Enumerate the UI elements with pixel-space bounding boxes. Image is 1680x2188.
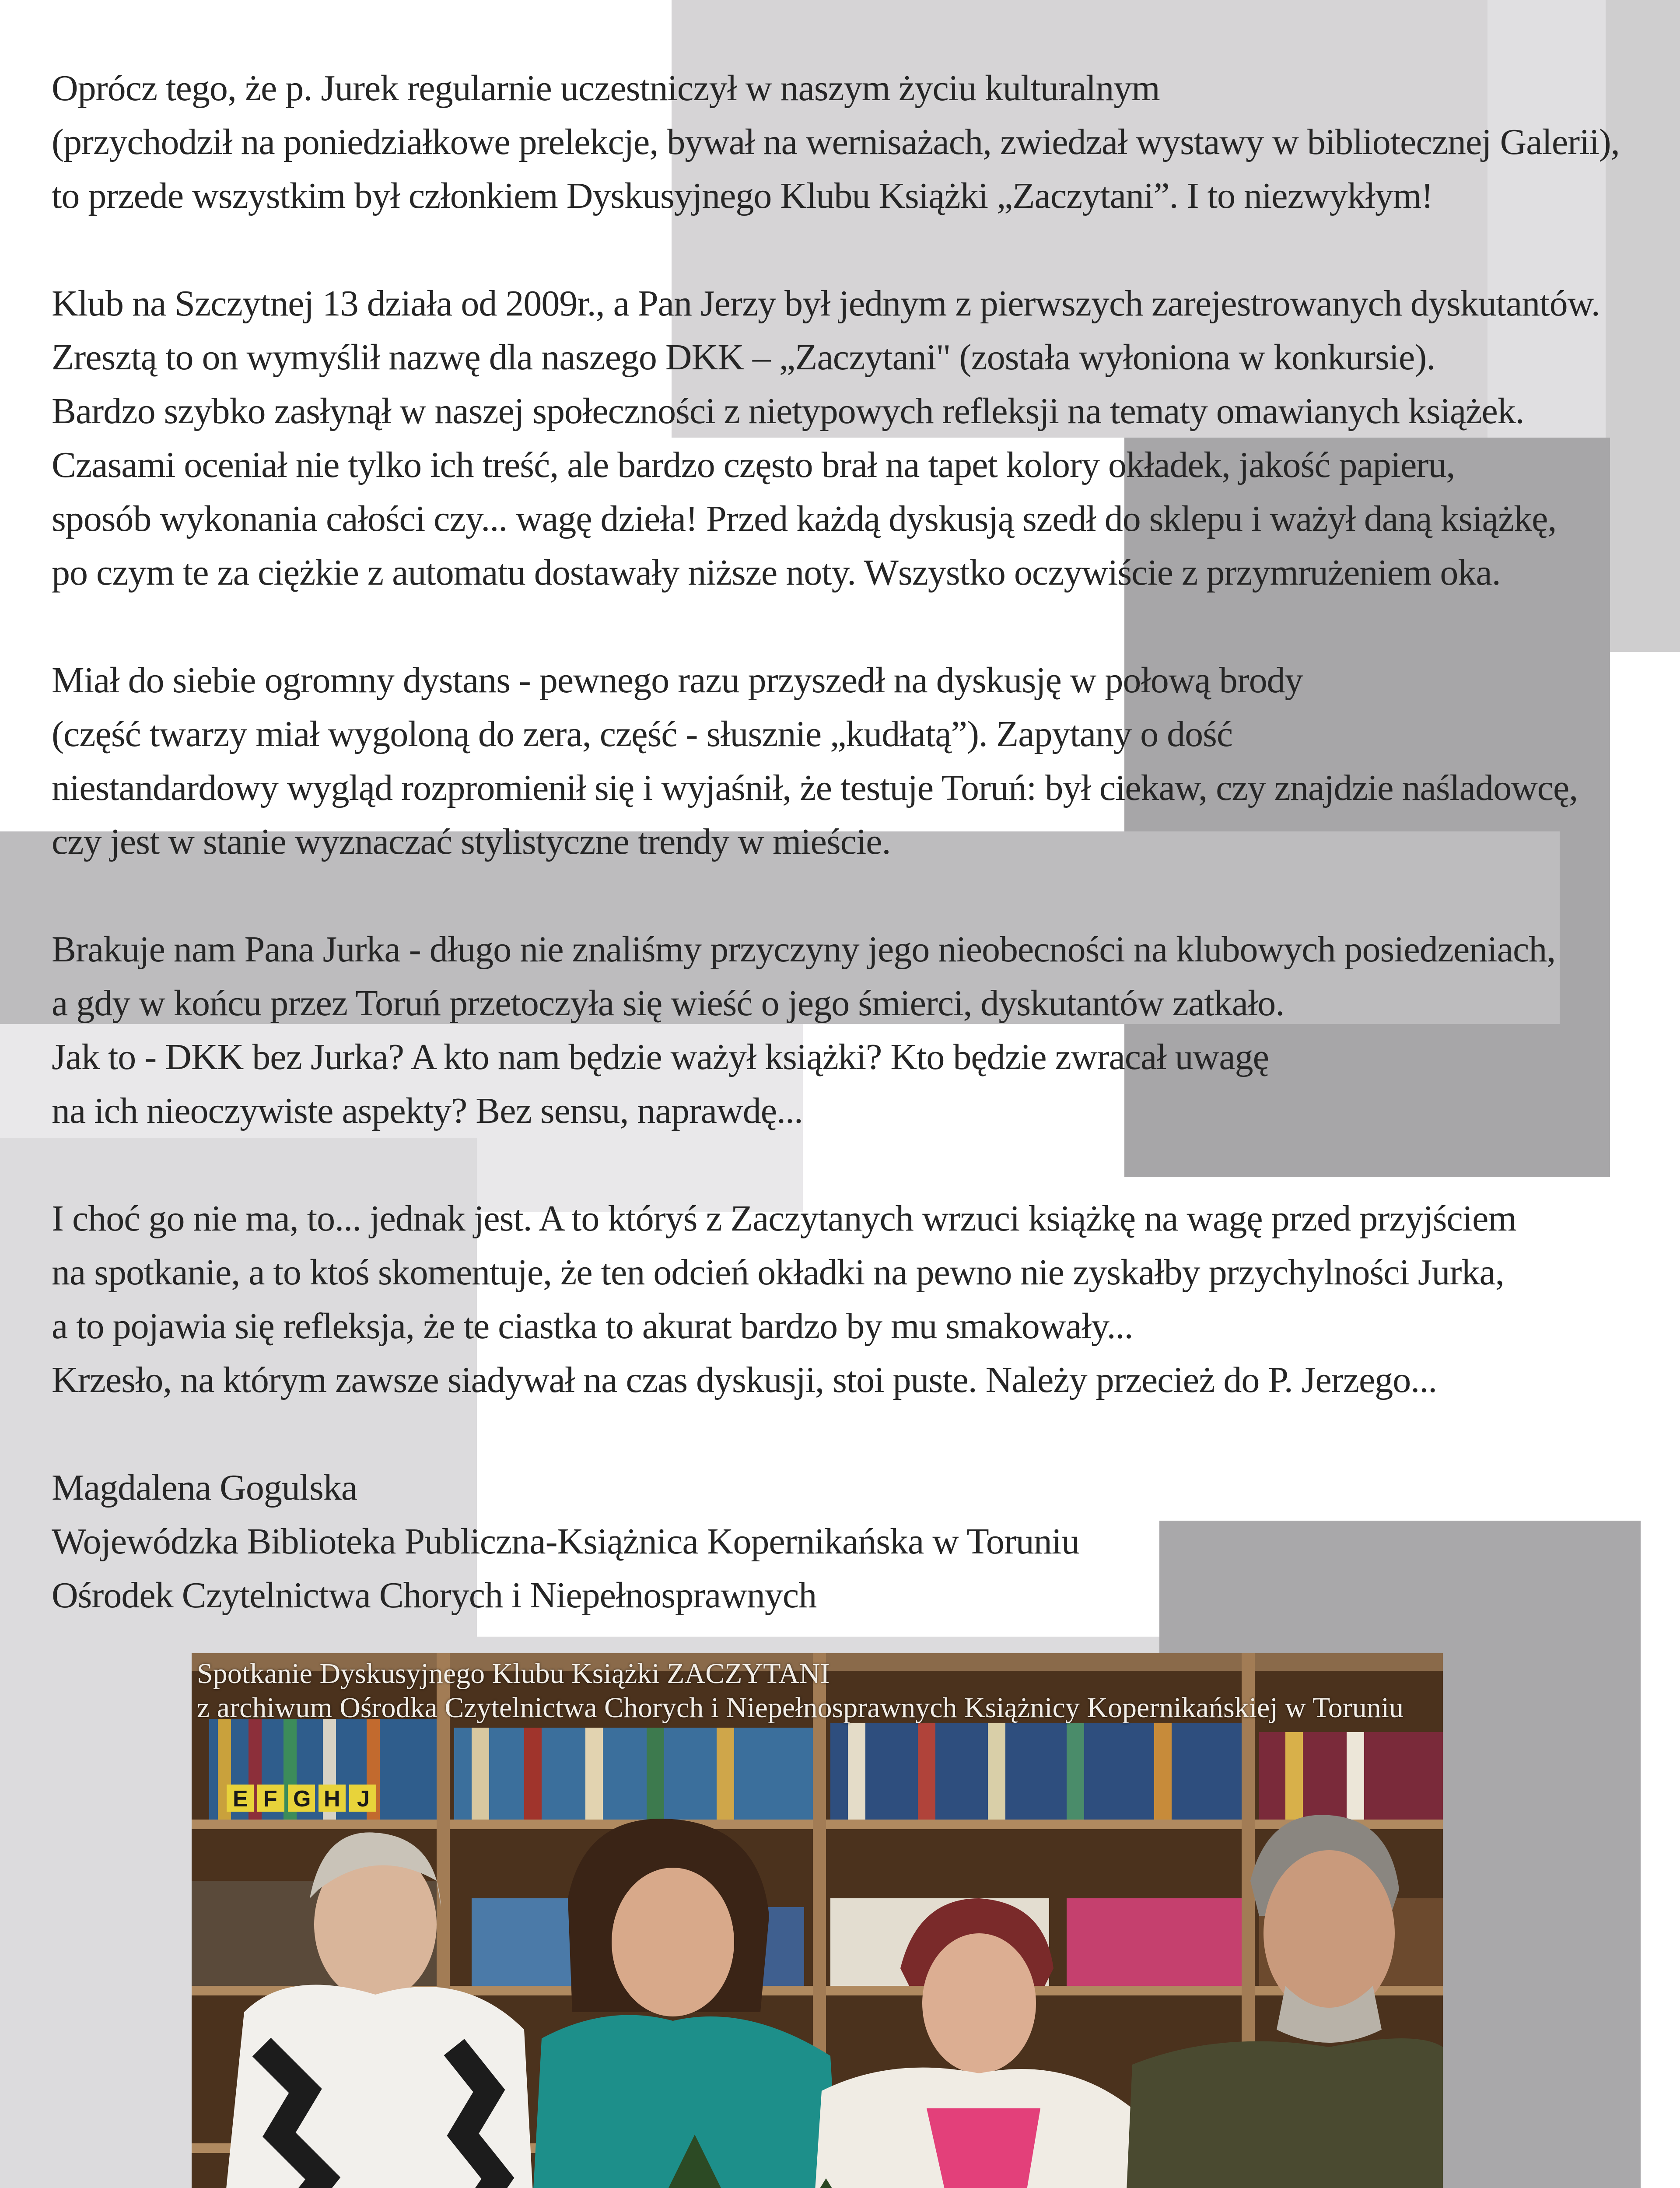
shelf-letter: J bbox=[357, 1786, 370, 1812]
text-line: czy jest w stanie wyznaczać stylistyczne trendy w mieście. bbox=[52, 821, 891, 862]
text-line: a to pojawia się refleksja, że te ciastka to akurat bardzo by mu smakowały... bbox=[52, 1306, 1133, 1346]
text-line: (część twarzy miał wygoloną do zera, część - słusznie „kudłatą”). Zapytany o dość bbox=[52, 714, 1233, 754]
text-line: na spotkanie, a to ktoś skomentuje, że ten odcień okładki na pewno nie zyskałby przychylności Jurka, bbox=[52, 1252, 1504, 1293]
photo-caption-line: z archiwum Ośrodka Czytelnictwa Chorych i Niepełnosprawnych Książnicy Kopernikańskiej w Toruniu bbox=[197, 1692, 1404, 1724]
shelf-letter-labels bbox=[227, 1785, 376, 1812]
text-line: Bardzo szybko zasłynął w naszej społeczności z nietypowych refleksji na tematy omawianych książek. bbox=[52, 391, 1524, 431]
author-department: Ośrodek Czytelnictwa Chorych i Niepełnosprawnych bbox=[52, 1575, 817, 1616]
paragraph-missing bbox=[52, 922, 1644, 1138]
text-line: po czym te za ciężkie z automatu dostawały niższe noty. Wszystko oczywiście z przymrużeniem oka. bbox=[52, 552, 1501, 593]
text-line: Krzesło, na którym zawsze siadywał na czas dyskusji, stoi puste. Należy przecież do P. Jerzego... bbox=[52, 1360, 1437, 1400]
text-line: Jak to - DKK bez Jurka? A kto nam będzie ważył książki? Kto będzie zwracał uwagę bbox=[52, 1037, 1269, 1077]
text-line: niestandardowy wygląd rozpromienił się i wyjaśnił, że testuje Toruń: był ciekaw, czy znajdzie naśladowcę, bbox=[52, 768, 1578, 808]
text-line: (przychodził na poniedziałkowe prelekcje, bywał na wernisażach, zwiedzał wystawy w bibliotecznej Galerii), bbox=[52, 122, 1620, 162]
signature bbox=[52, 1461, 1644, 1622]
paragraph-club bbox=[52, 277, 1644, 600]
text-line: to przede wszystkim był członkiem Dyskusyjnego Klubu Książki „Zaczytani”. I to niezwykłym! bbox=[52, 175, 1433, 216]
photo-caption bbox=[197, 1657, 1404, 1725]
text-line: Czasami oceniał nie tylko ich treść, ale bardzo często brał na tapet kolory okładek, jakość papieru, bbox=[52, 445, 1455, 485]
shelf-letter: F bbox=[263, 1786, 277, 1812]
text-line: Brakuje nam Pana Jurka - długo nie znaliśmy przyczyny jego nieobecności na klubowych posiedzeniach, bbox=[52, 929, 1556, 970]
text-line: Oprócz tego, że p. Jurek regularnie uczestniczył w naszym życiu kulturalnym bbox=[52, 68, 1160, 109]
text-line: Miał do siebie ogromny dystans - pewnego razu przyszedł na dyskusję w połową brody bbox=[52, 660, 1303, 701]
photo-scene bbox=[192, 1653, 1443, 2188]
shelf-letter: G bbox=[293, 1786, 311, 1812]
shelf-letter: H bbox=[324, 1786, 340, 1812]
text-line: I choć go nie ma, to... jednak jest. A to któryś z Zaczytanych wrzuci książkę na wagę przed przyjściem bbox=[52, 1198, 1516, 1239]
text-line: a gdy w końcu przez Toruń przetoczyła się wieść o jego śmierci, dyskutantów zatkało. bbox=[52, 983, 1284, 1024]
author-institution: Wojewódzka Biblioteka Publiczna-Książnica Kopernikańska w Toruniu bbox=[52, 1521, 1080, 1562]
text-line: Klub na Szczytnej 13 działa od 2009r., a Pan Jerzy był jednym z pierwszych zarejestrowanych dyskutantów. bbox=[52, 283, 1600, 324]
paragraph-intro bbox=[52, 61, 1644, 223]
photo-caption-line: Spotkanie Dyskusyjnego Klubu Książki ZACZYTANI bbox=[197, 1658, 830, 1690]
club-meeting-photo bbox=[192, 1653, 1443, 2188]
paragraph-distance bbox=[52, 653, 1644, 869]
paragraph-memory bbox=[52, 1192, 1644, 1407]
article-text bbox=[52, 61, 1644, 1676]
shelf-letter: E bbox=[233, 1786, 248, 1812]
text-line: na ich nieoczywiste aspekty? Bez sensu, naprawdę... bbox=[52, 1090, 803, 1131]
author-name: Magdalena Gogulska bbox=[52, 1467, 357, 1508]
text-line: Zresztą to on wymyślił nazwę dla naszego DKK – „Zaczytani" (została wyłoniona w konkursie). bbox=[52, 337, 1435, 378]
text-line: sposób wykonania całości czy... wagę dzieła! Przed każdą dyskusją szedł do sklepu i ważył daną książkę, bbox=[52, 498, 1557, 539]
